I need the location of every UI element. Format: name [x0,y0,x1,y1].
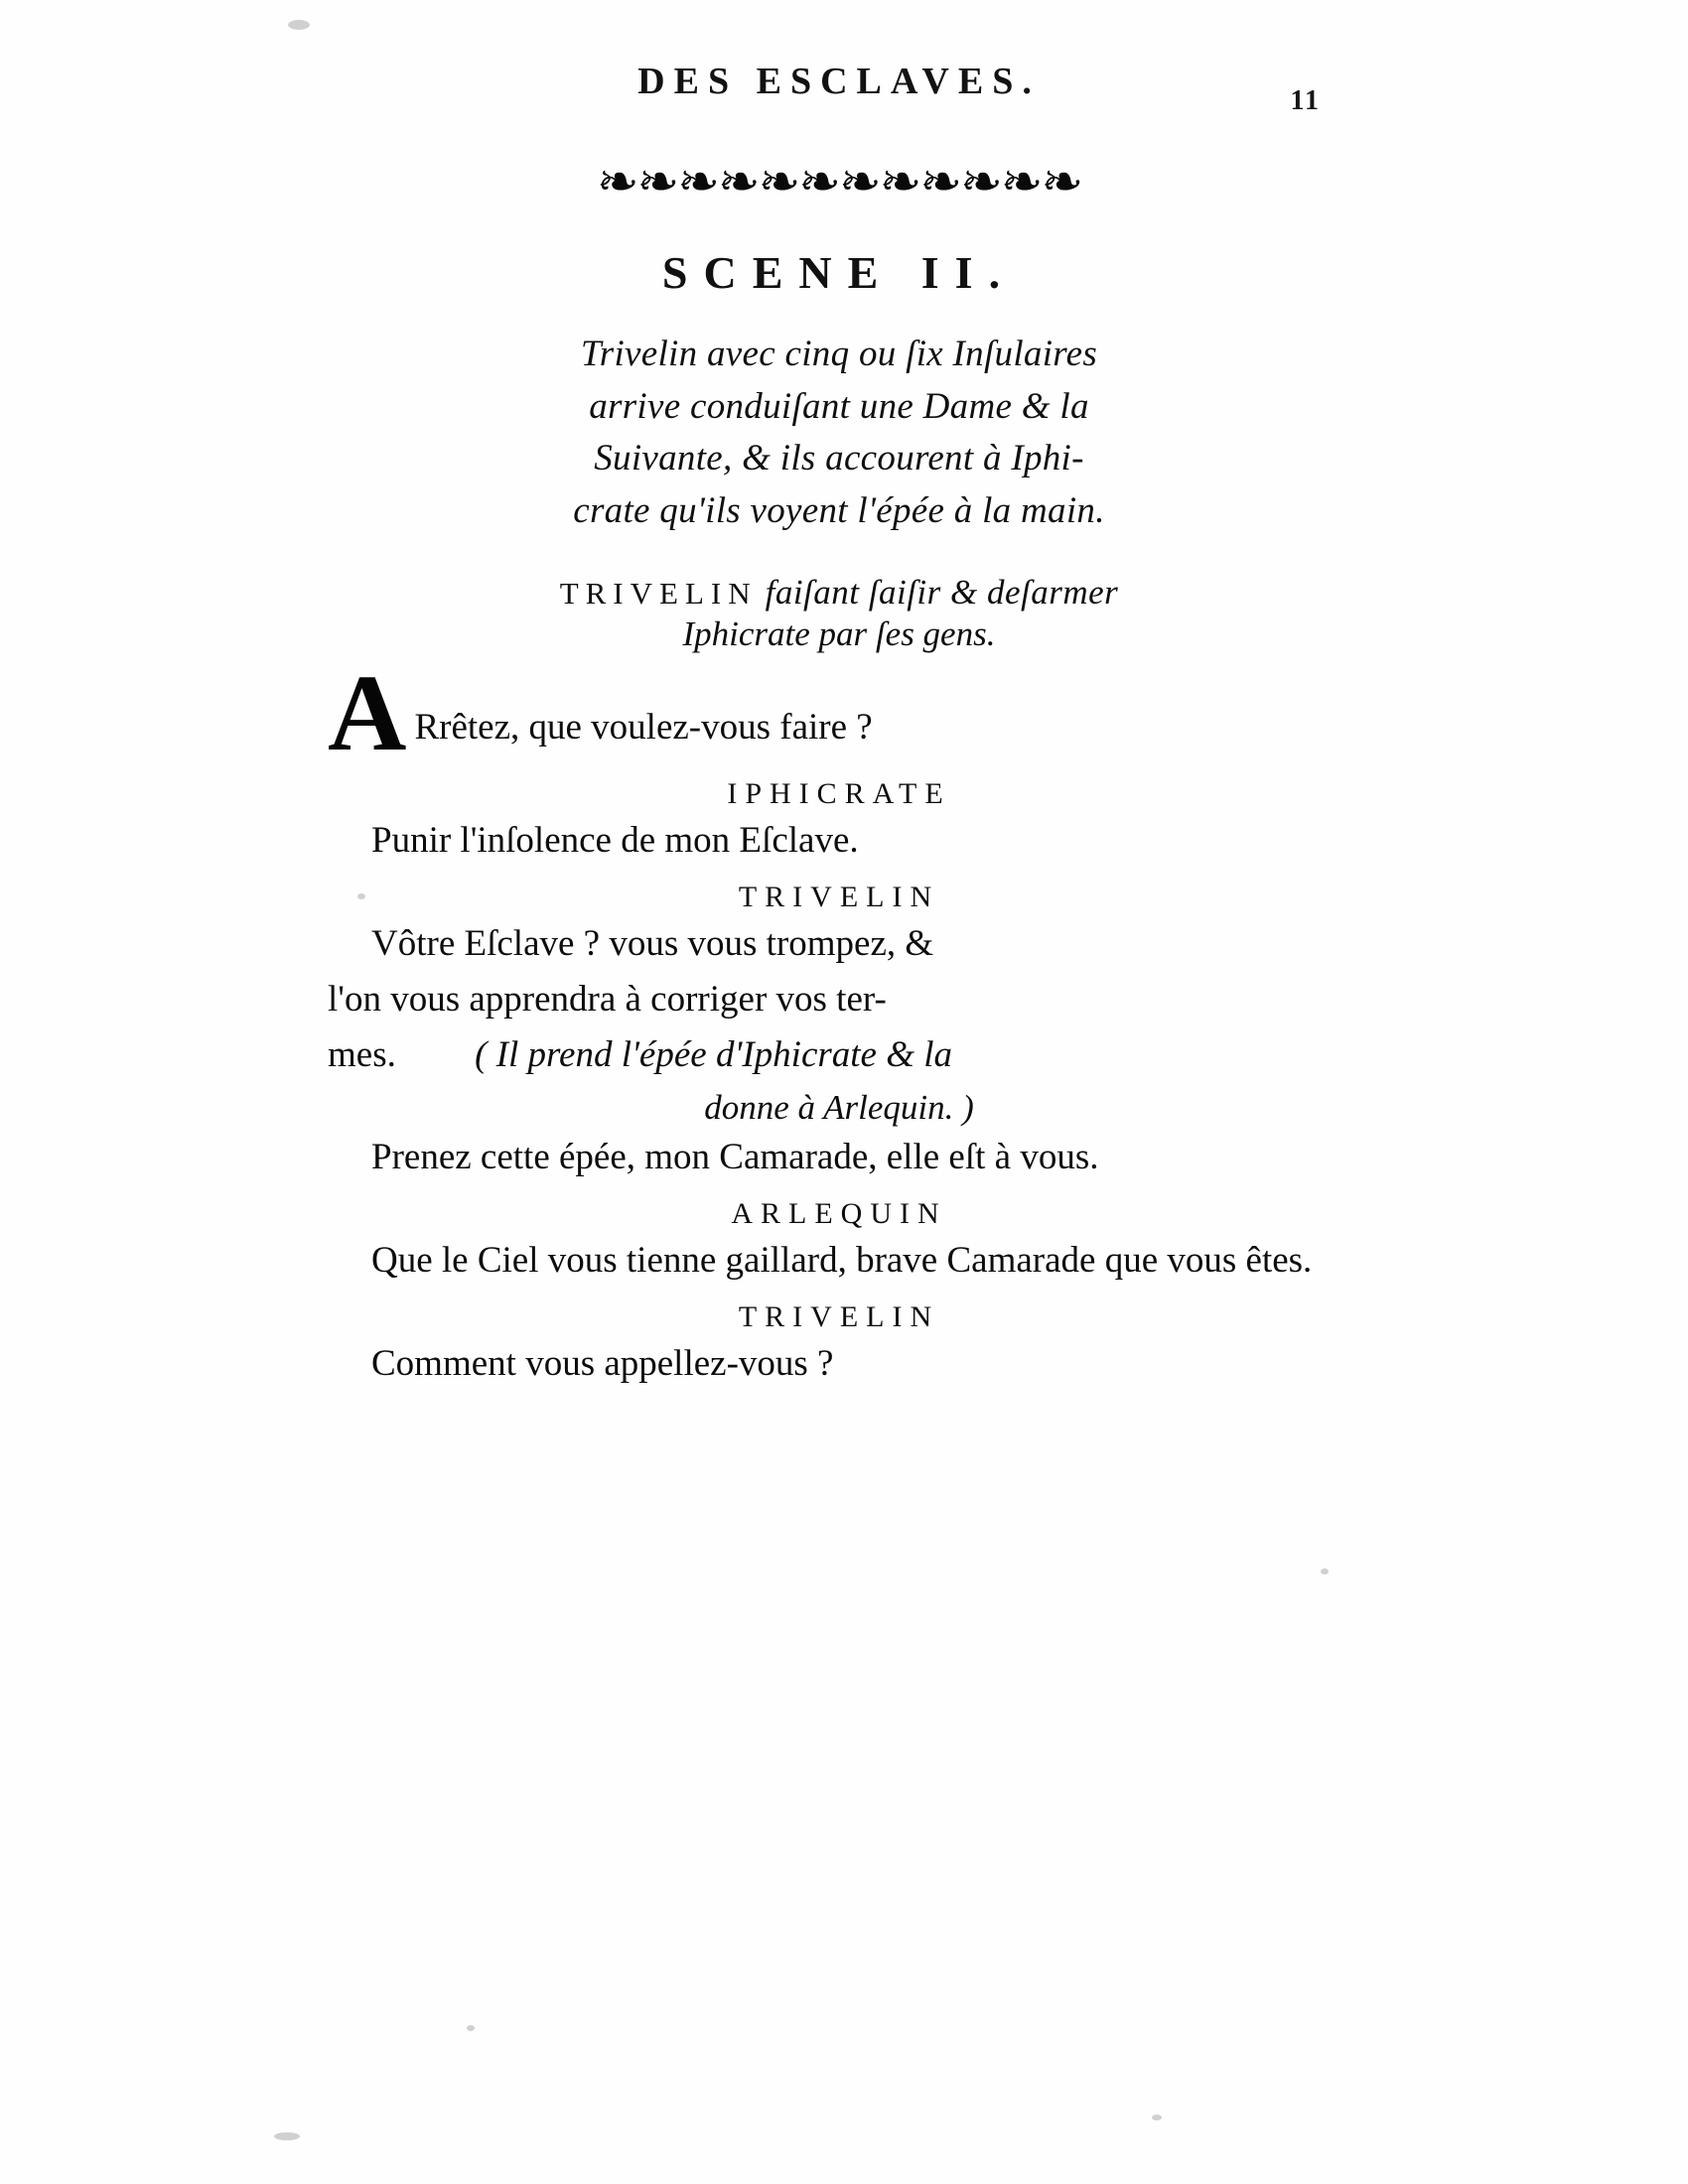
scan-speckle [274,2132,300,2140]
speaker-heading-arlequin [328,1197,1350,1231]
scan-speckle [1321,1569,1329,1574]
speech-line: Vôtre Eſclave ? vous vous trompez, & [371,923,934,965]
speech-body-trivelin-3: Comment vous appellez-vous ? [371,1342,834,1384]
page-content [328,60,1350,1396]
drop-cap: A [328,652,407,774]
page-number: 11 [1290,85,1321,116]
stage-direction-line: Suivante, & ils accourent à Iphi- [594,438,1084,479]
speaker-name: TRIVELIN [738,1299,940,1333]
speech-body-trivelin-2-line1 [328,920,1350,968]
running-head-title: DES ESCLAVES. [637,61,1041,102]
inline-stage-direction-line2: donne à Arlequin. ) [704,1087,974,1127]
running-head [328,60,1350,119]
speaker-heading-trivelin-3 [328,1300,1350,1334]
inline-stage-direction: ( Il prend l'épée d'Iphicrate & la [475,1034,953,1076]
scene-heading: SCENE II. [661,247,1017,298]
speaker-heading-iphicrate [328,777,1350,811]
ornament-row-top: ❧❧❧❧❧❧❧❧❧❧❧❧ [596,153,1082,210]
stage-direction-line: crate qu'ils voyent l'épée à la main. [573,489,1105,531]
speech-body-trivelin-1 [328,652,1350,774]
speech-body-trivelin-2-line2: l'on vous apprendra à corriger vos ter- [328,979,887,1021]
ornament-band [372,143,1306,220]
stage-direction-line: arrive conduiſant une Dame & la [589,385,1089,427]
speaker-heading-trivelin [328,573,1350,613]
speaker-name: TRIVELIN [559,576,758,612]
stage-direction-line: Trivelin avec cinq ou ſix Inſulaires [580,334,1098,374]
scan-speckle [288,20,310,30]
speaker-heading-trivelin-2 [328,881,1350,914]
speaker-name: TRIVELIN [738,881,940,914]
stage-direction-opening [328,329,1350,537]
speech-body-iphicrate: Punir l'inſolence de mon Eſclave. [371,820,859,862]
speaker-name: ARLEQUIN [731,1196,947,1230]
inline-stage-direction-line2: Iphicrate par ſes gens. [682,614,996,654]
speaker-name: IPHICRATE [727,777,951,811]
speech-body-trivelin-2-after: Prenez cette épée, mon Camarade, elle eſt à vous. [371,1136,1099,1177]
scan-speckle [467,2025,475,2031]
scan-speckle [1152,2115,1162,2120]
speech-text: Rrêtez, que voulez-vous faire ? [414,707,873,749]
speech-body-arlequin: Que le Ciel vous tienne gaillard, brave Camarade que vous êtes. [371,1239,1313,1281]
inline-stage-direction: faiſant ſaiſir & deſarmer [765,573,1119,613]
speech-line: mes. [328,1034,396,1076]
speech-body-trivelin-2-line3 [328,1031,1350,1079]
